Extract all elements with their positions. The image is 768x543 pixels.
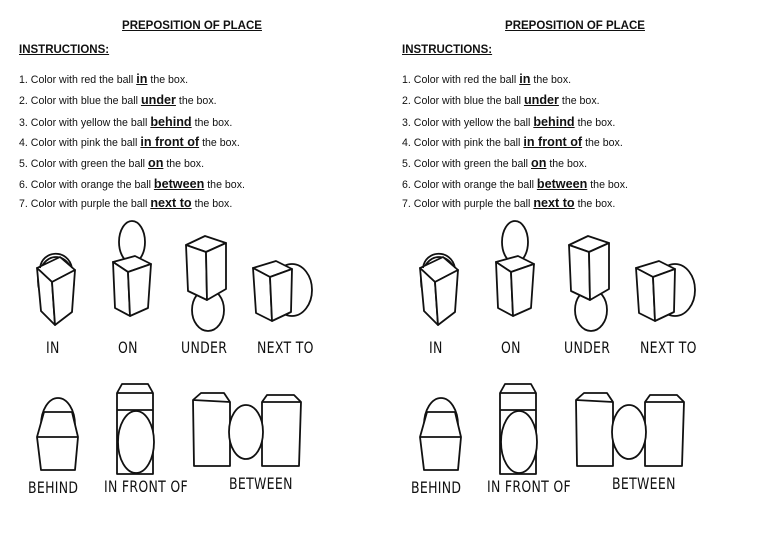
instruction-item: 2. Color with blue the ball under the box. [19,93,217,107]
keyword: in front of [140,135,200,149]
keyword: behind [150,115,192,129]
label-in-front-of: IN FRONT OF [104,477,189,496]
instructions-heading: INSTRUCTIONS: [19,44,110,56]
keyword: in front of [523,135,583,149]
keyword: on [531,156,547,170]
worksheet-right [383,0,767,543]
label-under: UNDER [564,338,611,357]
keyword: next to [150,196,192,210]
keyword: between [536,177,588,191]
figure-in [420,254,458,325]
label-under: UNDER [181,338,228,357]
instructions-heading: INSTRUCTIONS: [402,44,493,56]
keyword: in [519,72,531,86]
figure-next-to [636,261,695,321]
instruction-item: 3. Color with yellow the ball behind the box. [19,115,233,129]
instruction-item: 3. Color with yellow the ball behind the box. [402,115,616,129]
figure-on [496,221,534,316]
instruction-item: 4. Color with pink the ball in front of the box. [402,135,623,149]
worksheet-title: PREPOSITION OF PLACE [122,20,262,32]
label-between: BETWEEN [612,474,676,493]
keyword: behind [533,115,575,129]
figure-under [569,236,609,331]
label-in-front-of: IN FRONT OF [487,477,572,496]
preposition-figures [383,0,767,543]
instruction-item: 5. Color with green the ball on the box. [19,156,205,170]
figure-next-to [253,261,312,321]
keyword: between [153,177,205,191]
instruction-item: 6. Color with orange the ball between the box. [19,177,245,191]
figure-in [37,254,75,325]
label-behind: BEHIND [411,478,462,497]
label-in: IN [46,338,60,357]
instruction-item: 2. Color with blue the ball under the box. [402,93,600,107]
figure-in-front-of [117,384,154,474]
label-between: BETWEEN [229,474,293,493]
instruction-item: 5. Color with green the ball on the box. [402,156,588,170]
instruction-item: 1. Color with red the ball in the box. [402,72,572,86]
figure-in-front-of [500,384,537,474]
worksheet-title: PREPOSITION OF PLACE [505,20,645,32]
instruction-item: 1. Color with red the ball in the box. [19,72,189,86]
instruction-item: 7. Color with purple the ball next to the box. [19,196,233,210]
keyword: in [136,72,148,86]
label-on: ON [501,338,521,357]
keyword: under [140,93,176,107]
label-on: ON [118,338,138,357]
instruction-item: 6. Color with orange the ball between the box. [402,177,628,191]
instruction-item: 7. Color with purple the ball next to the box. [402,196,616,210]
figure-behind [37,398,78,470]
figure-between [576,393,684,466]
keyword: under [523,93,559,107]
label-in: IN [429,338,443,357]
label-next-to: NEXT TO [257,338,314,357]
label-behind: BEHIND [28,478,79,497]
figure-between [193,393,301,466]
figure-behind [420,398,461,470]
figure-under [186,236,226,331]
label-next-to: NEXT TO [640,338,697,357]
keyword: next to [533,196,575,210]
keyword: on [148,156,164,170]
instruction-item: 4. Color with pink the ball in front of the box. [19,135,240,149]
figure-on [113,221,151,316]
